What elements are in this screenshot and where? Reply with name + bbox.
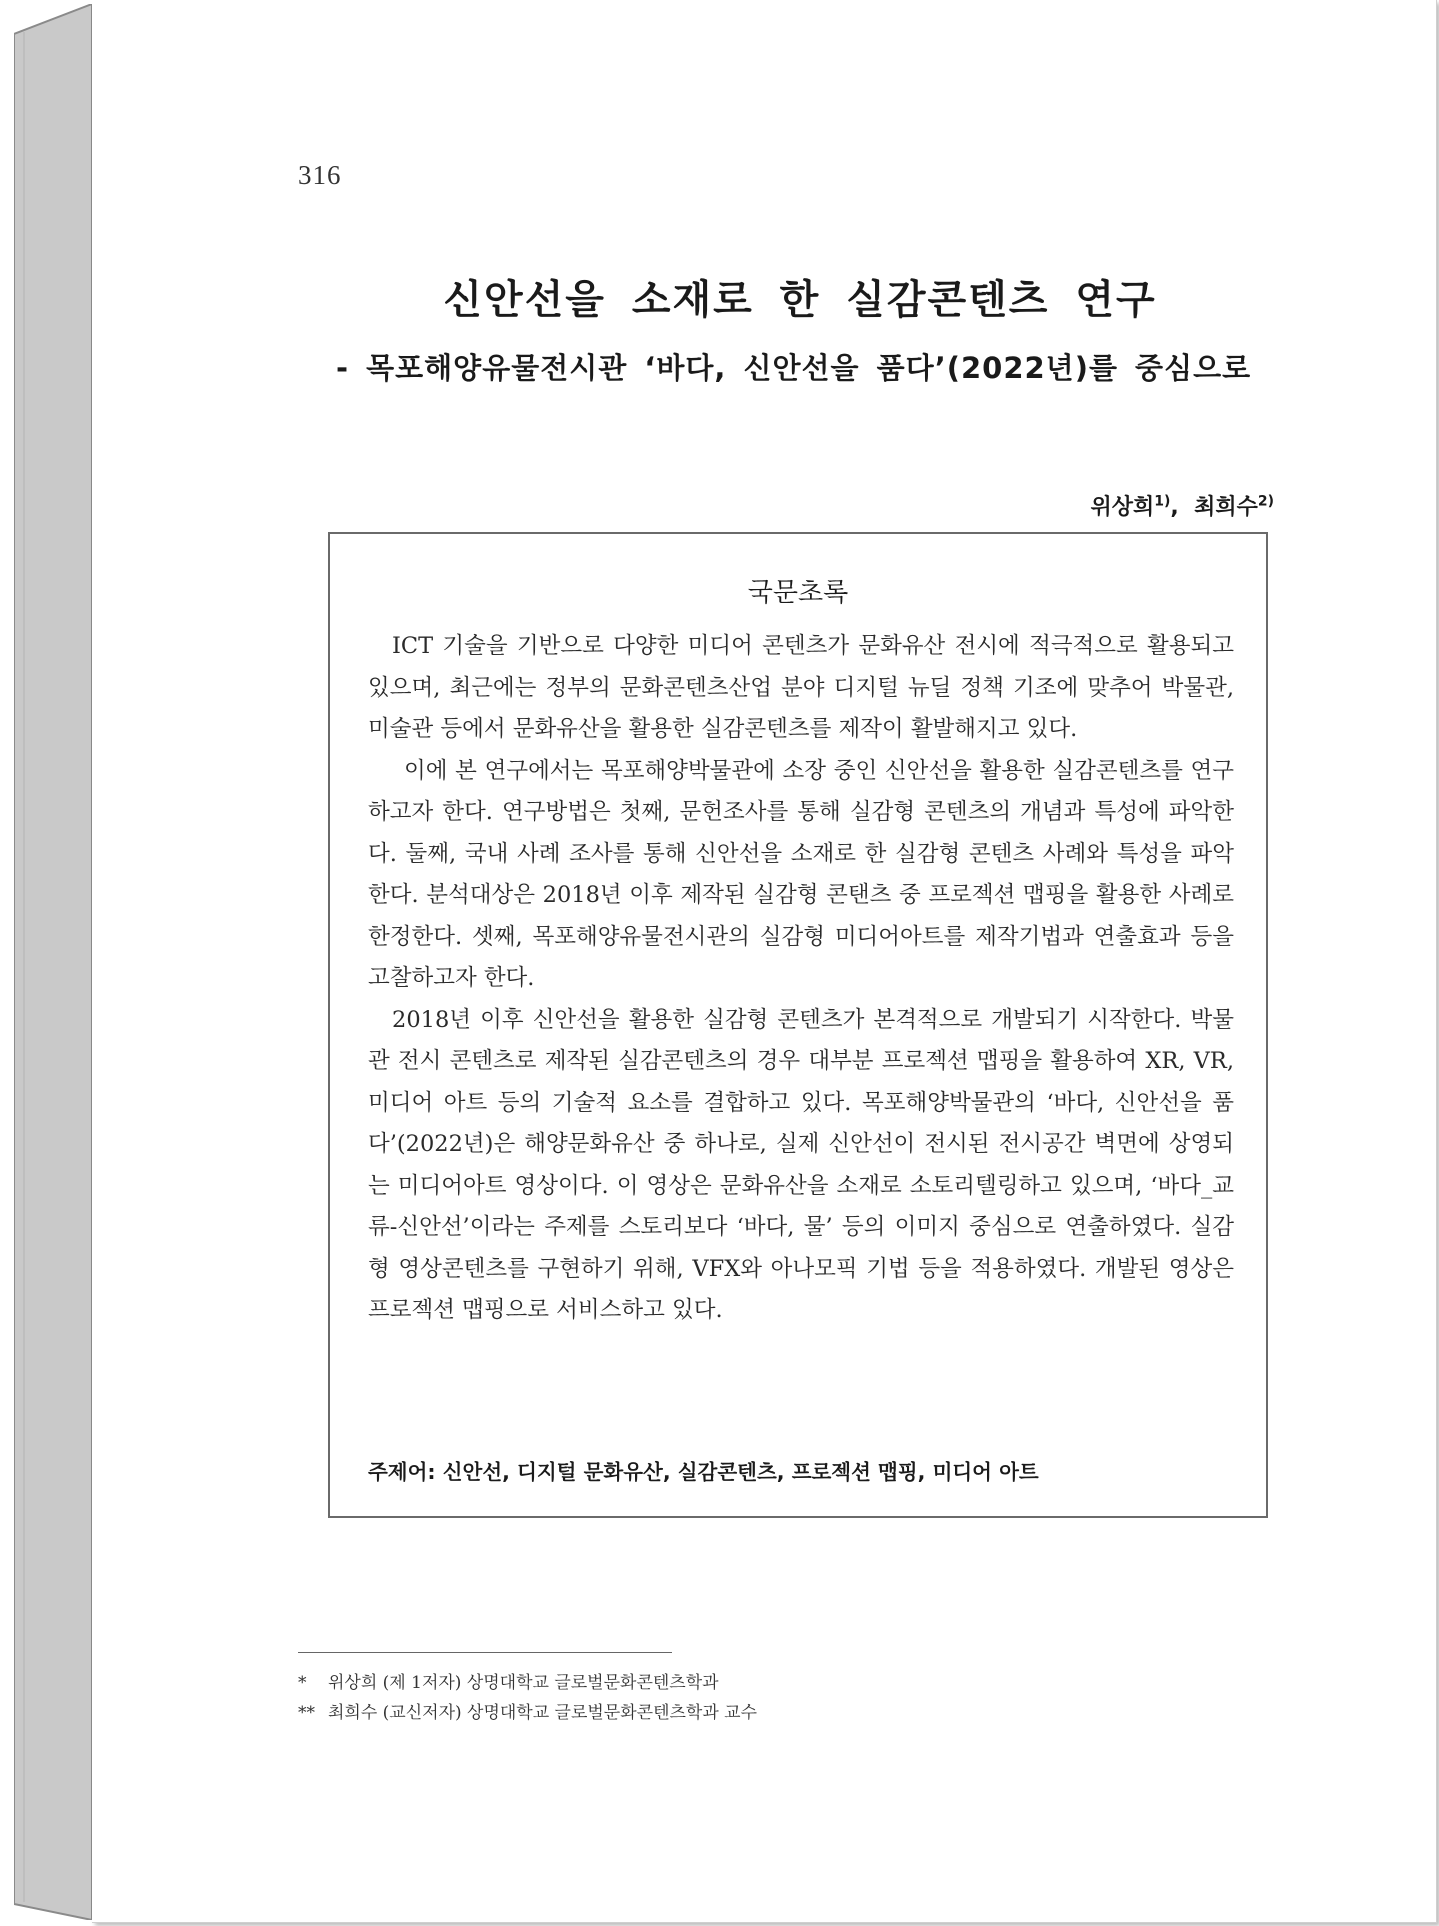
footnote-mark: ** — [298, 1703, 315, 1723]
footnote-ref: 1) — [1154, 493, 1171, 510]
footnote-mark: * — [298, 1673, 307, 1693]
footnote — [298, 1668, 757, 1698]
author-name: 최희수 — [1194, 495, 1258, 520]
footnote-divider — [298, 1652, 672, 1653]
abstract-paragraph: 2018년 이후 신안선을 활용한 실감형 콘텐츠가 본격적으로 개발되기 시작한다. 박물관 전시 콘텐츠로 제작된 실감콘텐츠의 경우 대부분 프로젝션 맵핑을 활용하여 XR, VR, 미디어 아트 등의 기술적 요소를 결합하고 있다. 목포해양박물관의 ‘바다, 신안선을 품다’(2022년)은 해양문화유산 중 하나로, 실제 신안선이 전시된 전시공간 벽면에 상영되는 미디어아트 영상이다. 이 영상은 문화유산을 소재로 소토리텔링하고 있으며, ‘바다_교류-신안선’이라는 주제를 스토리보다 ‘바다, 물’ 등의 이미지 중심으로 연출하였다. 실감형 영상콘텐츠를 구현하기 위해, VFX와 아나모픽 기법 등을 적용하였다. 개발된 영상은 프로젝션 맵핑으로 서비스하고 있다. — [368, 1006, 1234, 1323]
book-page-edge — [14, 4, 94, 1920]
footnote-text: 위상희 (제 1저자) 상명대학교 글로벌문화콘텐츠학과 — [328, 1673, 719, 1693]
abstract-box — [328, 532, 1268, 1518]
abstract-paragraph: 이에 본 연구에서는 목포해양박물관에 소장 중인 신안선을 활용한 실감콘텐츠를 연구하고자 한다. 연구방법은 첫째, 문헌조사를 통해 실감형 콘텐츠의 개념과 특성에 파악한다. 둘째, 국내 사례 조사를 통해 신안선을 소재로 한 실감형 콘텐츠 사례와 특성을 파악한다. 분석대상은 2018년 이후 제작된 실감형 콘탠츠 중 프로젝션 맵핑을 활용한 사례로 한정한다. 셋째, 목포해양유물전시관의 실감형 미디어아트를 제작기법과 연출효과 등을 고찰하고자 한다. — [368, 757, 1234, 991]
abstract-heading: 국문초록 — [747, 578, 849, 608]
paper-title: 신안선을 소재로 한 실감콘텐츠 연구 — [443, 277, 1157, 323]
footnote-ref: 2) — [1257, 493, 1274, 510]
footnote — [298, 1698, 757, 1728]
footnote-text: 최희수 (교신저자) 상명대학교 글로벌문화콘텐츠학과 교수 — [328, 1703, 758, 1723]
keywords: 주제어: 신안선, 디지털 문화유산, 실감콘텐츠, 프로젝션 맵핑, 미디어 아트 — [368, 1460, 1039, 1484]
author-line — [1091, 490, 1275, 521]
abstract-body — [368, 626, 1234, 1332]
author-separator: , — [1170, 495, 1179, 520]
footnotes — [298, 1668, 757, 1728]
paper-subtitle: - 목포해양유물전시관 ‘바다, 신안선을 품다’(2022년)를 중심으로 — [336, 351, 1252, 385]
page-number: 316 — [298, 160, 342, 190]
abstract-paragraph: ICT 기술을 기반으로 다양한 미디어 콘텐츠가 문화유산 전시에 적극적으로 활용되고 있으며, 최근에는 정부의 문화콘텐츠산업 분야 디지털 뉴딜 정책 기조에 맞추어 박물관, 미술관 등에서 문화유산을 활용한 실감콘텐츠를 제작이 활발해지고 있다. — [368, 633, 1234, 742]
author-name: 위상희 — [1090, 495, 1155, 520]
